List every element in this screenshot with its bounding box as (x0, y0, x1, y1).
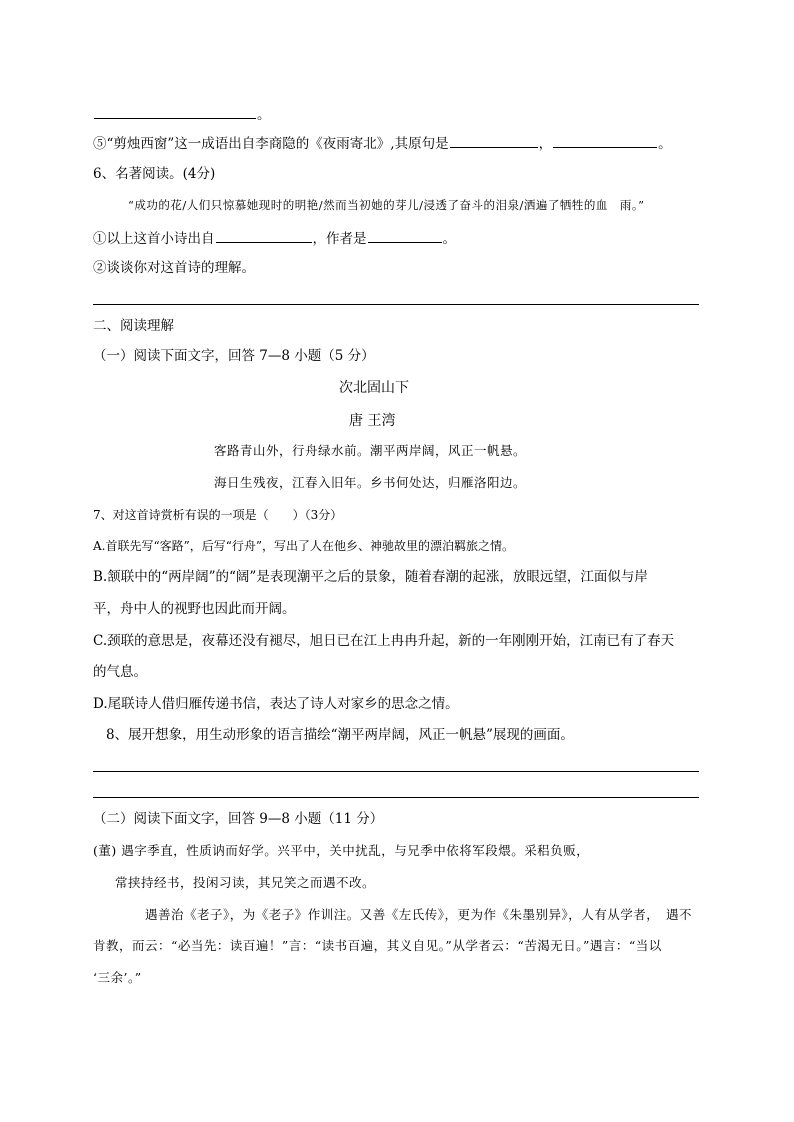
passage-line-2: 常挟持经书，投闲习读，其兄笑之而遇不改。 (115, 875, 376, 890)
question-5-line: ⑤“剪烛西窗”这一成语出自李商隐的《夜雨寄北》,其原句是 ， 。 (93, 133, 672, 153)
option-b-line-1: B.颔联中的“两岸阔”的“阔”是表现潮平之后的景象，随着春潮的起涨，放眼远望，江面似与岸 (93, 569, 648, 585)
passage-line-3: 遇善治《老子》，为《老子》作训注。又善《左氏传》，更为作《朱墨别异》，人有从学者， 遇不 (145, 907, 693, 922)
answer-blank[interactable] (216, 228, 312, 243)
question-6-1: ①以上这首小诗出自 ，作者是 。 (93, 228, 456, 248)
section-2-heading: 二、阅读理解 (93, 318, 174, 334)
answer-blank[interactable] (450, 133, 538, 148)
poem-line-2: 海日生残夜，江春入旧年。乡书何处达，归雁洛阳边。 (214, 475, 527, 490)
option-a: A.首联先写“客路”，后写“行舟”，写出了人在他乡、神驰故里的漂泊羁旅之情。 (93, 539, 515, 553)
answer-rule[interactable] (93, 304, 699, 305)
answer-line-continued: 。 (93, 104, 271, 124)
option-c-line-1: C.颈联的意思是，夜幕还没有褪尽，旭日已在江上冉冉升起，新的一年刚刚开始，江南已有了春天 (93, 633, 675, 649)
question-6-title: 6、名著阅读。(4分) (93, 166, 216, 182)
question-8: 8、展开想象，用生动形象的语言描绘“潮平两岸阔，风正一帆悬”展现的画面。 (106, 727, 574, 743)
answer-rule[interactable] (93, 771, 699, 772)
subsection-1-heading: （一）阅读下面文字，回答 7—8 小题（5 分） (93, 348, 375, 364)
option-b-line-2: 平，舟中人的视野也因此而开阔。 (93, 601, 296, 617)
answer-rule[interactable] (93, 797, 699, 798)
poem-author: 唐 王湾 (349, 413, 396, 429)
answer-blank[interactable] (553, 133, 657, 148)
passage-line-1: (董) 遇字季直，性质讷而好学。兴平中，关中扰乱，与兄季中依将军段煨。采稆负贩， (93, 843, 590, 858)
answer-blank[interactable] (94, 104, 256, 119)
poem-title: 次北固山下 (339, 380, 409, 396)
passage-line-5: ‘三余’。” (93, 970, 142, 985)
subsection-2-heading: （二）阅读下面文字，回答 9—8 小题（11 分） (93, 811, 384, 827)
passage-line-4: 肯教，而云：“必当先：读百遍！”言：“读书百遍，其义自见。”从学者云：“苦渴无日。”遇言：“当以 (93, 938, 662, 953)
poem-quote: “成功的花/人们只惊慕她现时的明艳/然而当初她的芽儿/浸透了奋斗的泪泉/洒遍了牺牲的血 雨。” (128, 198, 645, 212)
option-d: D.尾联诗人借归雁传递书信，表达了诗人对家乡的思念之情。 (93, 696, 459, 712)
question-6-2: ②谈谈你对这首诗的理解。 (93, 260, 255, 276)
question-7: 7、对这首诗赏析有误的一项是（ ）（3分） (93, 508, 343, 522)
option-c-line-2: 的气息。 (93, 664, 147, 680)
answer-blank[interactable] (368, 228, 442, 243)
poem-line-1: 客路青山外，行舟绿水前。潮平两岸阔，风正一帆悬。 (214, 443, 527, 458)
